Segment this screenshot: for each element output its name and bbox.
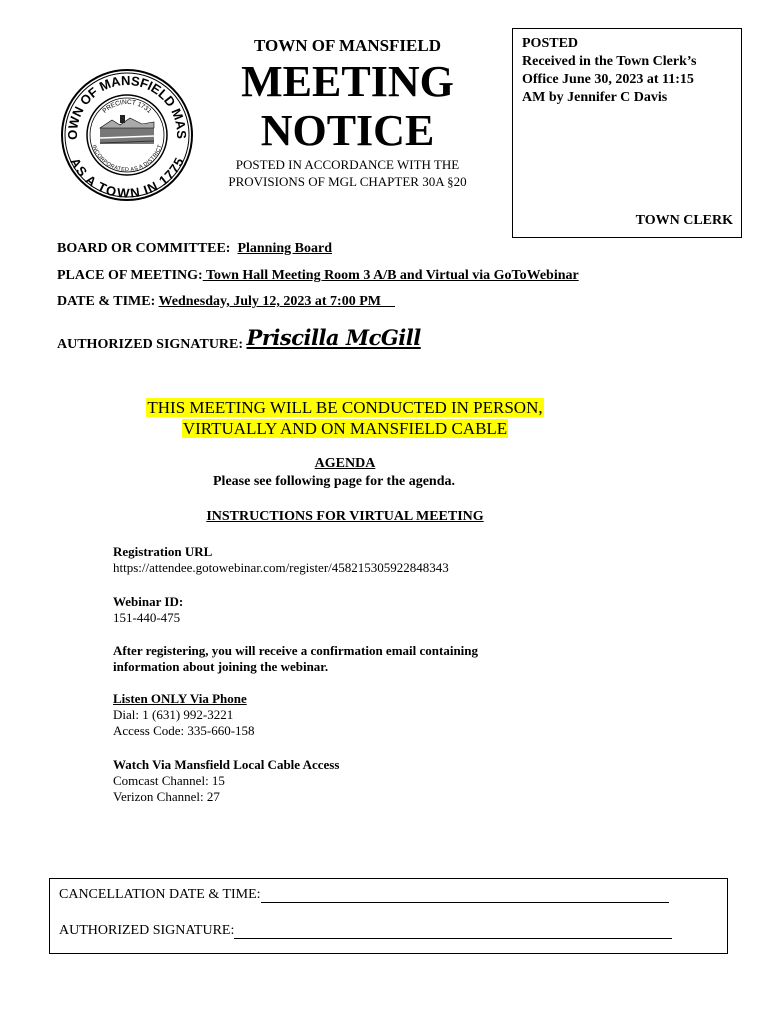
title-meeting: MEETING — [241, 57, 454, 106]
cable-block — [113, 757, 339, 805]
notice-line2: VIRTUALLY AND ON MANSFIELD CABLE — [182, 419, 508, 438]
seal-outer-text: OWN OF MANSFIELD MAS — [64, 72, 190, 140]
instructions-title: INSTRUCTIONS FOR VIRTUAL MEETING — [206, 509, 484, 524]
phone-access-code: Access Code: 335-660-158 — [113, 723, 255, 738]
cancellation-signature-line — [234, 924, 672, 939]
phone-dial: Dial: 1 (631) 992-3221 — [113, 707, 234, 722]
cancellation-date-line — [261, 888, 669, 903]
webinar-id-label: Webinar ID: — [113, 594, 184, 609]
town-seal — [60, 68, 194, 202]
seal-bottom-text: AS A TOWN IN 1775 — [67, 155, 187, 201]
posted-stamp-text — [522, 35, 734, 107]
cable-comcast: Comcast Channel: 15 — [113, 773, 225, 788]
place-value: Town Hall Meeting Room 3 A/B and Virtual via GoToWebinar — [202, 268, 579, 283]
place-field — [57, 268, 579, 284]
town-clerk-label: TOWN CLERK — [635, 213, 733, 228]
posted-line2: Office June 30, 2023 at 11:15 — [522, 72, 694, 87]
handwritten-signature: Priscilla McGill — [246, 325, 421, 350]
notice-line1: THIS MEETING WILL BE CONDUCTED IN PERSON, — [147, 398, 543, 417]
webinar-id-value: 151-440-475 — [113, 610, 181, 625]
date-label: DATE & TIME: — [57, 294, 156, 309]
posted-line1: Received in the Town Clerk’s — [522, 54, 697, 69]
posted-stamp-box — [512, 28, 742, 238]
svg-text:INCORPORATED AS A DISTRICT — [90, 144, 163, 174]
cancellation-signature-label: AUTHORIZED SIGNATURE: — [59, 923, 235, 938]
cancellation-date-row — [59, 887, 669, 903]
posted-line3: AM by Jennifer C Davis — [522, 90, 668, 105]
date-field — [57, 294, 395, 310]
seal-inner-text: PRECINCT 1731 — [101, 98, 153, 115]
posted-accordance-line1: POSTED IN ACCORDANCE WITH THE — [235, 157, 460, 172]
board-label: BOARD OR COMMITTEE: — [57, 241, 231, 256]
svg-text:AS A TOWN IN 1775 — [67, 155, 187, 201]
phone-label: Listen ONLY Via Phone — [113, 691, 247, 706]
posted-accordance — [215, 156, 480, 190]
agenda-title: AGENDA — [314, 456, 376, 471]
seal-inner-ring-text: INCORPORATED AS A DISTRICT — [90, 144, 164, 174]
signature-label: AUTHORIZED SIGNATURE: — [57, 337, 244, 352]
date-value: Wednesday, July 12, 2023 at 7:00 PM — [158, 294, 381, 309]
seal-graphic — [60, 68, 194, 202]
cancellation-signature-row — [59, 923, 672, 939]
webinar-id-block — [113, 594, 183, 626]
agenda-subtitle: Please see following page for the agenda. — [213, 474, 455, 489]
after-registering-line1: After registering, you will receive a confirmation email containing — [113, 643, 479, 658]
registration-block — [113, 544, 449, 576]
title-notice: NOTICE — [260, 106, 435, 155]
board-field — [57, 241, 332, 257]
registration-label: Registration URL — [113, 544, 213, 559]
signature-field — [57, 325, 421, 353]
cancellation-date-label: CANCELLATION DATE & TIME: — [59, 887, 261, 902]
posted-accordance-line2: PROVISIONS OF MGL CHAPTER 30A §20 — [228, 174, 467, 189]
town-name: TOWN OF MANSFIELD — [253, 36, 442, 55]
registration-url: https://attendee.gotowebinar.com/register/458215305922848343 — [113, 560, 449, 575]
cancellation-box — [49, 878, 728, 954]
after-registering-line2: information about joining the webinar. — [113, 659, 329, 674]
cable-label: Watch Via Mansfield Local Cable Access — [113, 757, 340, 772]
cable-verizon: Verizon Channel: 27 — [113, 789, 220, 804]
meeting-mode-notice — [0, 397, 690, 439]
phone-block — [113, 691, 255, 739]
posted-label: POSTED — [522, 36, 579, 51]
svg-text:PRECINCT 1731 — [101, 99, 153, 115]
place-label: PLACE OF MEETING: — [57, 268, 203, 283]
after-registering-note — [113, 643, 478, 675]
board-value: Planning Board — [237, 241, 332, 256]
